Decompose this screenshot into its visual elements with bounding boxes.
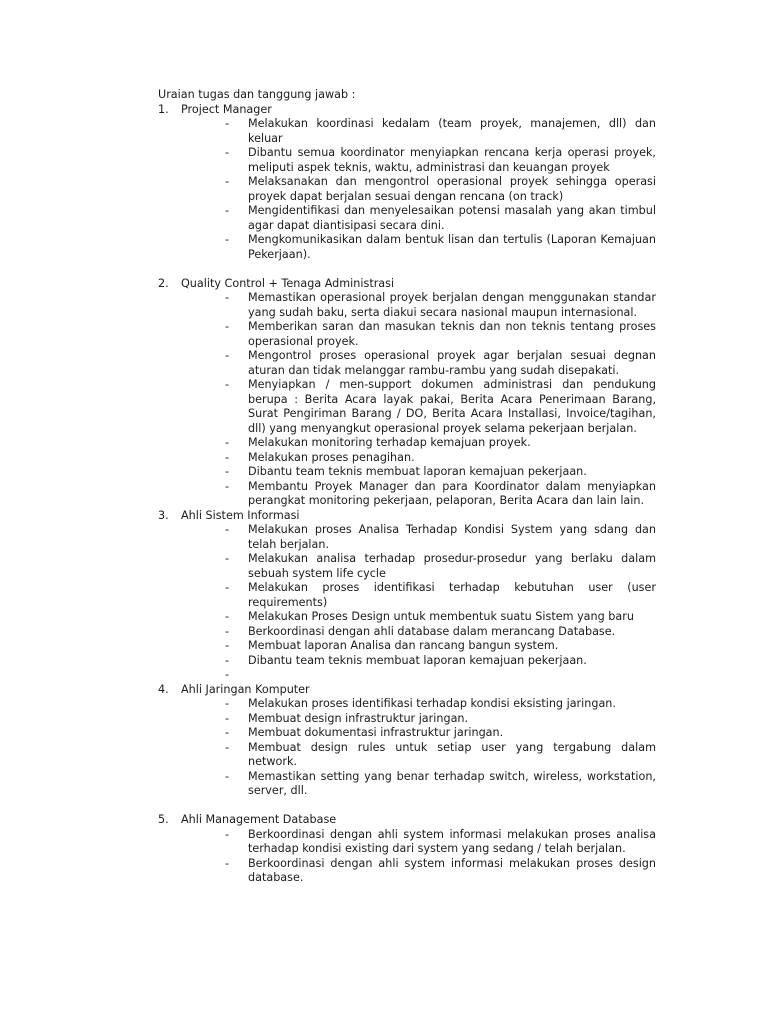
list-item-text: Melakukan proses identifikasi terhadap kondisi eksisting jaringan. [248,697,616,710]
section-quality-control [158,277,656,509]
section-heading [158,683,656,698]
bullet-dash: - [225,465,230,478]
bullet-dash: - [225,552,230,565]
bullet-dash: - [225,320,230,333]
list-item [158,610,656,625]
list-item [158,770,656,799]
list-item-text: Berkoordinasi dengan ahli system informasi melakukan proses analisa terhadap kondisi existing dari system yang sedang / telah berjalan. [248,827,656,855]
section-heading [158,509,656,524]
list-item [158,204,656,233]
bullet-dash: - [225,233,230,246]
list-item [158,712,656,727]
section-project-manager [158,103,656,263]
section-number: 2. [158,276,169,290]
bullet-dash: - [225,653,230,667]
list-item [158,857,656,886]
bullet-dash: - [225,117,230,130]
bullet-dash: - [225,479,230,493]
list-item [158,741,656,770]
list-item [158,451,656,466]
bullet-dash: - [225,204,230,217]
list-item-text: Melaksanakan dan mengontrol operasional proyek sehingga operasi proyek dapat berjalan sesuai dengan rencana (on track) [248,175,656,203]
list-item [158,436,656,451]
bullet-list [158,697,656,799]
section-title: Quality Control + Tenaga Administrasi [181,276,395,290]
section-title: Ahli Sistem Informasi [181,508,300,522]
section-title: Ahli Management Database [181,813,337,826]
bullet-dash: - [225,639,230,652]
list-item [158,175,656,204]
section-heading [158,813,656,828]
list-item [158,639,656,654]
list-item [158,581,656,610]
list-item [158,654,656,669]
list-item [158,828,656,857]
bullet-dash: - [225,146,230,159]
bullet-dash: - [225,711,230,725]
list-item-text: Dibantu team teknis membuat laporan kemajuan pekerjaan. [248,465,587,478]
list-item [158,349,656,378]
list-item [158,523,656,552]
section-number: 3. [158,508,169,522]
list-item-text: Melakukan monitoring terhadap kemajuan proyek. [248,436,531,449]
section-title: Project Manager [181,102,272,116]
bullet-dash: - [225,856,230,870]
bullet-list [158,828,656,886]
list-item-text: Memberikan saran dan masukan teknis dan non teknis tentang proses operasional proyek. [248,320,656,348]
section-title: Ahli Jaringan Komputer [181,682,310,696]
bullet-dash: - [225,581,230,594]
list-item-text: Berkoordinasi dengan ahli database dalam merancang Database. [248,624,616,638]
list-item [158,320,656,349]
list-item [158,291,656,320]
list-item-text: Melakukan proses Analisa Terhadap Kondisi System yang sdang dan telah berjalan. [248,523,656,551]
document-intro: Uraian tugas dan tanggung jawab : [158,88,356,101]
list-item [158,697,656,712]
list-item-text: Melakukan proses penagihan. [248,450,415,464]
list-item-text [248,668,656,683]
list-item [158,552,656,581]
document-page [158,88,656,886]
bullet-dash: - [225,450,230,464]
bullet-dash: - [225,436,230,449]
bullet-list [158,291,656,509]
list-item [158,726,656,741]
list-item-text: Melakukan analisa terhadap prosedur-prosedur yang berlaku dalam sebuah system life cycle [248,552,656,580]
section-heading [158,277,656,292]
list-item-text: Membuat dokumentasi infrastruktur jaringan. [248,726,504,739]
list-item-text: Membuat design rules untuk setiap user yang tergabung dalam network. [248,740,656,768]
list-item-text: Mengidentifikasi dan menyelesaikan potensi masalah yang akan timbul agar dapat diantisipasi secara dini. [248,204,656,232]
bullet-dash: - [225,668,230,681]
bullet-dash: - [225,726,230,739]
bullet-dash: - [225,378,230,391]
section-number: 1. [158,102,169,116]
bullet-dash: - [225,697,230,710]
bullet-dash: - [225,291,230,304]
section-ahli-jaringan-komputer [158,683,656,799]
section-number: 5. [158,813,169,826]
list-item-text: Melakukan koordinasi kedalam (team proyek, manajemen, dll) dan keluar [248,117,656,145]
list-item-text: Dibantu semua koordinator menyiapkan rencana kerja operasi proyek, meliputi aspek teknis, waktu, administrasi dan keuangan proyek [248,146,656,174]
section-ahli-sistem-informasi [158,509,656,683]
bullet-dash: - [225,740,230,754]
list-item-text: Mengkomunikasikan dalam bentuk lisan dan tertulis (Laporan Kemajuan Pekerjaan). [248,233,656,261]
list-item-text: Dibantu team teknis membuat laporan kemajuan pekerjaan. [248,653,587,667]
bullet-dash: - [225,610,230,623]
list-item-text: Melakukan proses identifikasi terhadap kebutuhan user (user requirements) [248,581,656,609]
bullet-list [158,117,656,262]
list-item [158,668,656,683]
list-item-text: Memastikan operasional proyek berjalan dengan menggunakan standar yang sudah baku, serta diakui secara nasional maupun internasional. [248,291,656,319]
list-item [158,625,656,640]
list-item [158,233,656,262]
list-item-text: Menyiapkan / men-support dokumen administrasi dan pendukung berupa : Berita Acara layak pakai, Berita Acara Penerimaan Barang, Surat Pengiriman Barang / DO, Berita Acara Installasi, Invoice/tagihan, dll) yang menyangkut operasional proyek selama pekerjaan berjalan. [248,378,656,435]
list-item [158,480,656,509]
list-item [158,378,656,436]
section-ahli-management-database [158,813,656,886]
bullet-dash: - [225,827,230,841]
section-number: 4. [158,682,169,696]
bullet-dash: - [225,624,230,638]
list-item-text: Mengontrol proses operasional proyek agar berjalan sesuai degnan aturan dan tidak melanggar rambu-rambu yang sudah disepakati. [248,349,656,377]
list-item [158,117,656,146]
list-item [158,146,656,175]
list-item-text: Membantu Proyek Manager dan para Koordinator dalam menyiapkan perangkat monitoring pekerjaan, pelaporan, Berita Acara dan lain lain. [248,479,656,507]
bullet-dash: - [225,175,230,188]
list-item-text: Membuat laporan Analisa dan rancang bangun system. [248,639,559,652]
list-item-text: Berkoordinasi dengan ahli system informasi melakukan proses design database. [248,856,656,884]
list-item-text: Memastikan setting yang benar terhadap switch, wireless, workstation, server, dll. [248,769,656,797]
bullet-dash: - [225,769,230,783]
bullet-dash: - [225,349,230,362]
list-item-text: Membuat design infrastruktur jaringan. [248,711,469,725]
bullet-dash: - [225,523,230,536]
bullet-list [158,523,656,683]
list-item [158,465,656,480]
list-item-text: Melakukan Proses Design untuk membentuk suatu Sistem yang baru [248,610,634,623]
section-heading [158,103,656,118]
